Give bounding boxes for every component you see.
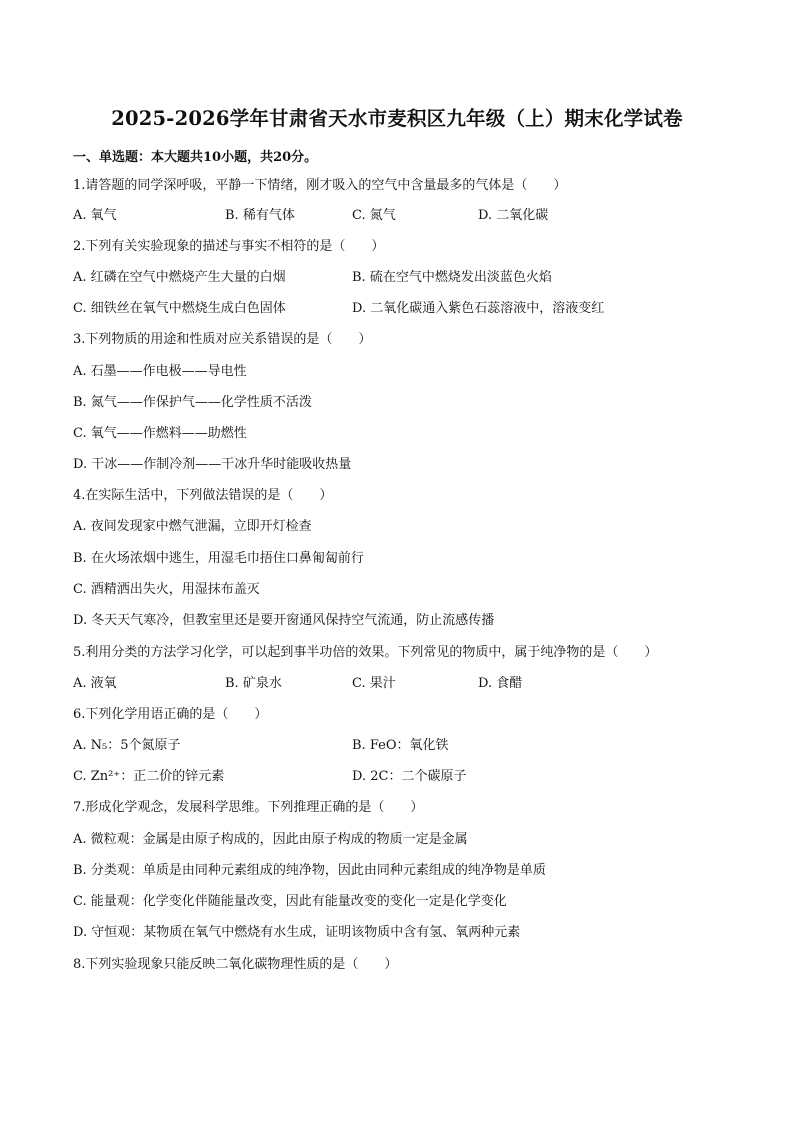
question-4-option-c: C. 酒精洒出失火，用湿抹布盖灭 — [73, 582, 260, 597]
question-3-option-a: A. 石墨——作电极——导电性 — [73, 364, 247, 379]
question-6-option-d: D. 2C：二个碳原子 — [352, 769, 467, 784]
question-1-stem: 1.请答题的同学深呼吸，平静一下情绪，刚才吸入的空气中含量最多的气体是（ ） — [73, 178, 567, 193]
question-3-stem: 3.下列物质的用途和性质对应关系错误的是（ ） — [73, 332, 372, 347]
question-4-option-b: B. 在火场浓烟中逃生，用湿毛巾捂住口鼻匍匐前行 — [73, 551, 364, 566]
question-5-option-d: D. 食醋 — [478, 676, 523, 691]
question-5-stem: 5.利用分类的方法学习化学，可以起到事半功倍的效果。下列常见的物质中，属于纯净物的是（ ） — [73, 645, 658, 660]
question-7-option-b: B. 分类观：单质是由同种元素组成的纯净物，因此由同种元素组成的纯净物是单质 — [73, 863, 546, 878]
question-6-stem: 6.下列化学用语正确的是（ ） — [73, 707, 268, 722]
question-3-option-b: B. 氮气——作保护气——化学性质不活泼 — [73, 395, 312, 410]
question-1-option-c: C. 氮气 — [352, 208, 396, 223]
question-7-stem: 7.形成化学观念，发展科学思维。下列推理正确的是（ ） — [73, 800, 424, 815]
question-4-option-a: A. 夜间发现家中燃气泄漏，立即开灯检查 — [73, 519, 312, 534]
question-2-stem: 2.下列有关实验现象的描述与事实不相符的是（ ） — [73, 239, 385, 254]
question-4-option-d: D. 冬天天气寒冷，但教室里还是要开窗通风保持空气流通，防止流感传播 — [73, 613, 495, 628]
question-1-option-b: B. 稀有气体 — [225, 208, 295, 223]
question-1-option-d: D. 二氧化碳 — [478, 208, 549, 223]
question-8-stem: 8.下列实验现象只能反映二氧化碳物理性质的是（ ） — [73, 957, 398, 972]
question-6-option-c: C. Zn²⁺：正二价的锌元素 — [73, 769, 225, 784]
question-5-option-a: A. 液氧 — [73, 676, 117, 691]
question-5-option-c: C. 果汁 — [352, 676, 396, 691]
question-6-option-b: B. FeO：氧化铁 — [352, 738, 449, 753]
question-7-option-a: A. 微粒观：金属是由原子构成的，因此由原子构成的物质一定是金属 — [73, 832, 468, 847]
question-7-option-c: C. 能量观：化学变化伴随能量改变，因此有能量改变的变化一定是化学变化 — [73, 894, 507, 909]
question-3-option-c: C. 氧气——作燃料——助燃性 — [73, 426, 247, 441]
section-heading: 一、单选题：本大题共10小题，共20分。 — [73, 150, 318, 165]
question-7-option-d: D. 守恒观：某物质在氧气中燃烧有水生成，证明该物质中含有氢、氧两种元素 — [73, 925, 521, 940]
question-2-option-b: B. 硫在空气中燃烧发出淡蓝色火焰 — [352, 270, 552, 285]
page-title: 2025-2026学年甘肃省天水市麦积区九年级（上）期末化学试卷 — [111, 107, 683, 130]
question-4-stem: 4.在实际生活中，下列做法错误的是（ ） — [73, 488, 333, 503]
question-6-option-a: A. N₅：5个氮原子 — [73, 738, 181, 753]
question-2-option-c: C. 细铁丝在氧气中燃烧生成白色固体 — [73, 301, 286, 316]
question-5-option-b: B. 矿泉水 — [225, 676, 282, 691]
question-3-option-d: D. 干冰——作制冷剂——干冰升华时能吸收热量 — [73, 457, 352, 472]
question-2-option-a: A. 红磷在空气中燃烧产生大量的白烟 — [73, 270, 286, 285]
question-1-option-a: A. 氧气 — [73, 208, 117, 223]
question-2-option-d: D. 二氧化碳通入紫色石蕊溶液中，溶液变红 — [352, 301, 605, 316]
